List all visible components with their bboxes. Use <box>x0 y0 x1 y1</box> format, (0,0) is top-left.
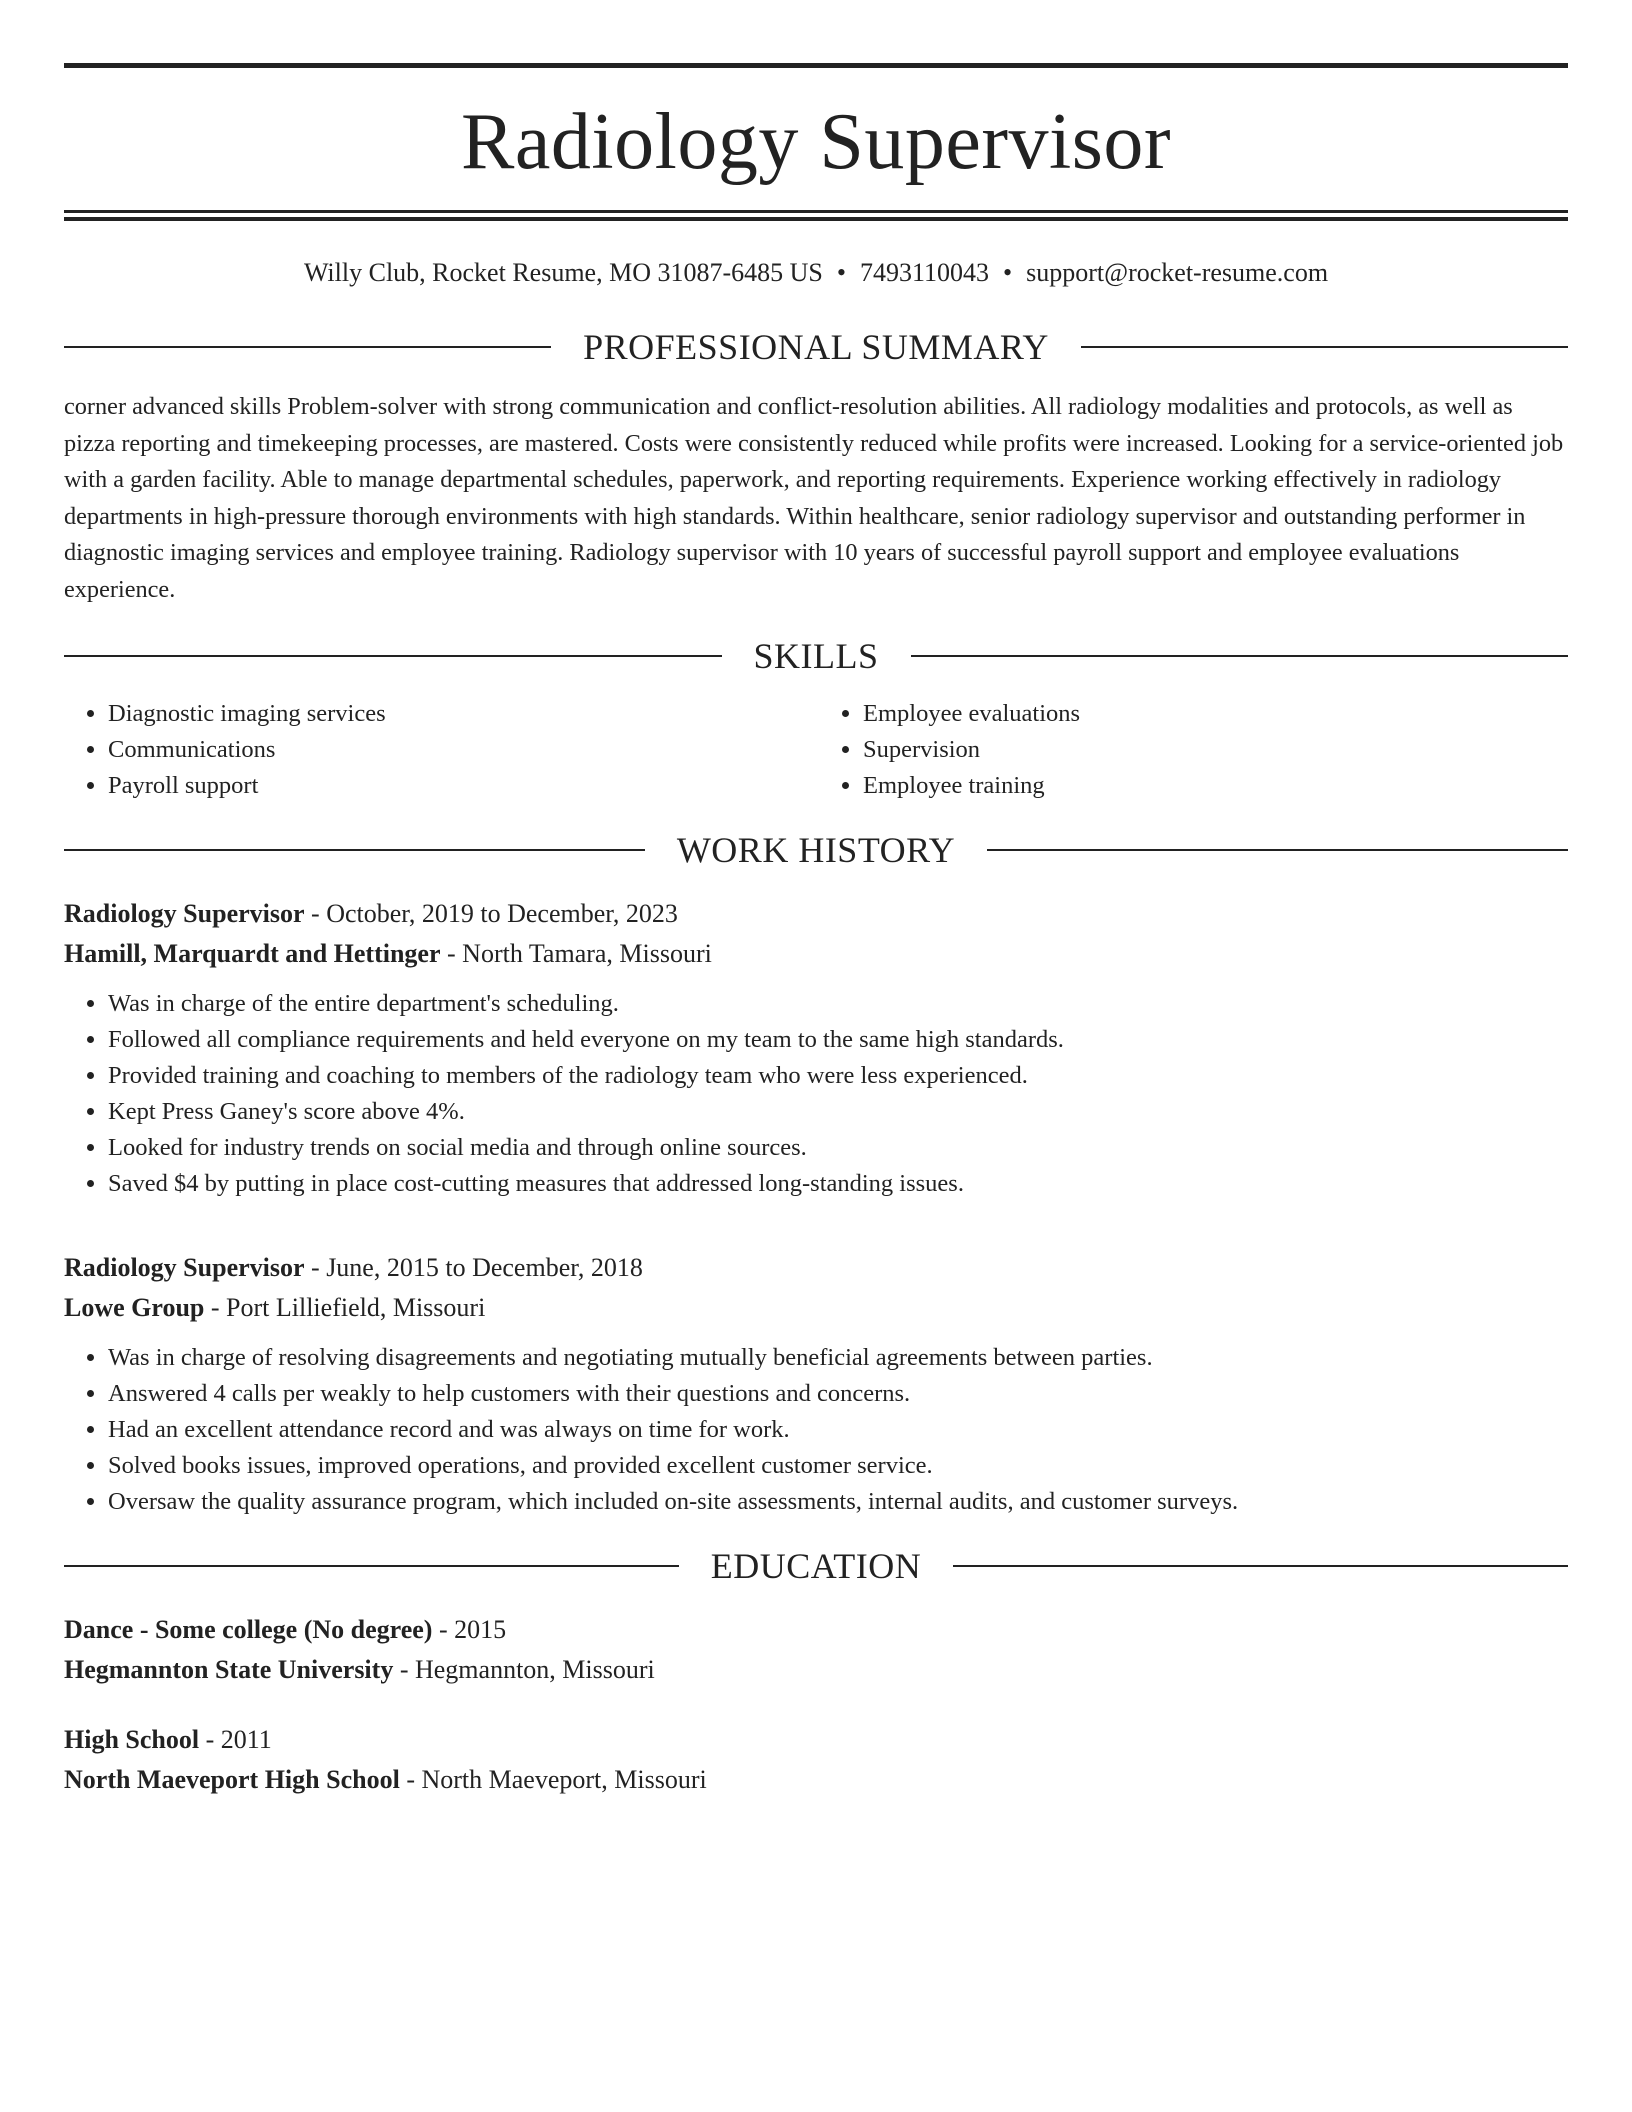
heading-rule <box>911 655 1569 657</box>
skill-item: • Communications <box>108 732 813 768</box>
degree: High School <box>64 1725 200 1754</box>
school-line <box>64 1760 1568 1800</box>
school-name: North Maeveport High School <box>64 1765 400 1794</box>
job-bullets <box>64 1340 1568 1520</box>
job-entry <box>64 1248 1568 1520</box>
section-heading-education <box>64 1546 1568 1586</box>
education-entry <box>64 1610 1568 1690</box>
contact-email: support@rocket-resume.com <box>1026 258 1329 287</box>
contact-line <box>64 257 1568 289</box>
job-bullet: • Had an excellent attendance record and was always on time for work. <box>108 1412 1568 1448</box>
job-location: - North Tamara, Missouri <box>440 939 712 968</box>
skill-item: • Employee evaluations <box>863 696 1568 732</box>
section-title: EDUCATION <box>710 1546 922 1586</box>
job-company-line <box>64 1288 1568 1328</box>
title-double-rule <box>64 210 1568 221</box>
job-bullets <box>64 986 1568 1202</box>
job-title: Radiology Supervisor <box>64 1253 305 1282</box>
job-bullet: • Saved $4 by putting in place cost-cutting measures that addressed long-standing issues. <box>108 1166 1568 1202</box>
contact-separator: • <box>1003 258 1013 287</box>
job-dates: - June, 2015 to December, 2018 <box>304 1253 643 1282</box>
job-title: Radiology Supervisor <box>64 899 305 928</box>
job-bullet: • Kept Press Ganey's score above 4%. <box>108 1094 1568 1130</box>
education-entry <box>64 1720 1568 1800</box>
contact-phone: 7493110043 <box>859 258 990 287</box>
degree-line <box>64 1720 1568 1760</box>
contact-address: Willy Club, Rocket Resume, MO 31087-6485 US <box>303 258 823 287</box>
skills-column-right <box>813 696 1568 804</box>
job-title-line <box>64 894 1568 934</box>
job-bullet: • Was in charge of the entire department's scheduling. <box>108 986 1568 1022</box>
school-line <box>64 1650 1568 1690</box>
job-dates: - October, 2019 to December, 2023 <box>304 899 678 928</box>
section-heading-summary <box>64 327 1568 367</box>
heading-rule <box>987 849 1568 851</box>
job-bullet: • Provided training and coaching to members of the radiology team who were less experienced. <box>108 1058 1568 1094</box>
page-title: Radiology Supervisor <box>461 98 1171 186</box>
school-location: - Hegmannton, Missouri <box>393 1655 655 1684</box>
heading-rule <box>1081 346 1568 348</box>
job-bullet: • Was in charge of resolving disagreements and negotiating mutually beneficial agreements between parties. <box>108 1340 1568 1376</box>
job-bullet: • Followed all compliance requirements and held everyone on my team to the same high standards. <box>108 1022 1568 1058</box>
heading-rule <box>64 655 722 657</box>
section-title: WORK HISTORY <box>676 830 956 870</box>
degree: Dance - Some college (No degree) <box>64 1615 433 1644</box>
skill-item: • Payroll support <box>108 768 813 804</box>
job-company: Lowe Group <box>64 1293 205 1322</box>
job-location: - Port Lilliefield, Missouri <box>204 1293 486 1322</box>
job-company: Hamill, Marquardt and Hettinger <box>64 939 441 968</box>
school-name: Hegmannton State University <box>64 1655 394 1684</box>
skill-item: • Employee training <box>863 768 1568 804</box>
school-location: - North Maeveport, Missouri <box>399 1765 707 1794</box>
job-company-line <box>64 934 1568 974</box>
section-title: PROFESSIONAL SUMMARY <box>583 327 1049 367</box>
skill-item: • Supervision <box>863 732 1568 768</box>
section-heading-skills <box>64 636 1568 676</box>
heading-rule <box>64 346 551 348</box>
skill-item: • Diagnostic imaging services <box>108 696 813 732</box>
contact-separator: • <box>836 258 846 287</box>
section-heading-work <box>64 830 1568 870</box>
job-bullet: • Answered 4 calls per weakly to help customers with their questions and concerns. <box>108 1376 1568 1412</box>
section-title: SKILLS <box>753 636 879 676</box>
degree-line <box>64 1610 1568 1650</box>
heading-rule <box>953 1565 1568 1567</box>
degree-year: - 2015 <box>432 1615 507 1644</box>
top-rule <box>64 63 1568 68</box>
heading-rule <box>64 849 645 851</box>
degree-year: - 2011 <box>199 1725 272 1754</box>
job-title-line <box>64 1248 1568 1288</box>
job-bullet: • Oversaw the quality assurance program, which included on-site assessments, internal audits, and customer surveys. <box>108 1484 1568 1520</box>
job-bullet: • Looked for industry trends on social media and through online sources. <box>108 1130 1568 1166</box>
skills-column-left <box>64 696 813 804</box>
skills-list <box>64 696 1568 804</box>
job-bullet: • Solved books issues, improved operations, and provided excellent customer service. <box>108 1448 1568 1484</box>
heading-rule <box>64 1565 679 1567</box>
summary-text: corner advanced skills Problem-solver with strong communication and conflict-resolution abilities. All radiology modalities and protocols, as well as pizza reporting and timekeeping processes, are mastered. Costs were consistently reduced while profits were increased. Looking for a service-oriented job with a garden facility. Able to manage departmental schedules, paperwork, and reporting requirements. Experience working effectively in radiology departments in high-pressure thorough environments with high standards. Within healthcare, senior radiology supervisor and outstanding performer in diagnostic imaging services and employee training. Radiology supervisor with 10 years of successful payroll support and employee evaluations experience. <box>64 393 1564 603</box>
job-entry <box>64 894 1568 1202</box>
